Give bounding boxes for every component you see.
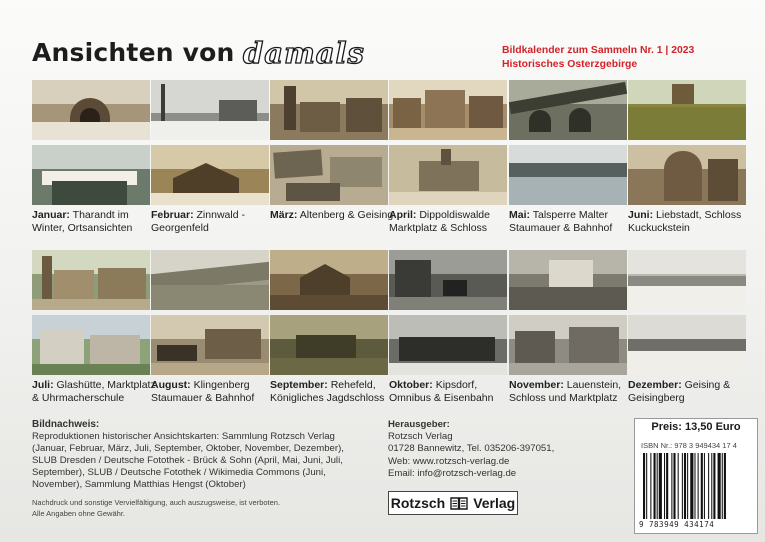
caption-text: Kipsdorf, Omnibus & Eisenbahn — [389, 379, 494, 404]
price-label: Preis: 13,50 Euro — [651, 421, 741, 433]
caption-text: Talsperre Malter Staumauer & Bahnhof — [509, 209, 613, 234]
publisher-heading: Herausgeber: — [388, 419, 450, 430]
publisher-address: 01728 Bannewitz, Tel. 035206-397051, — [388, 443, 555, 455]
postcard-photo — [270, 315, 388, 375]
barcode-bar — [724, 453, 726, 519]
barcode-bar — [664, 453, 665, 519]
postcard-photo — [509, 315, 627, 375]
publisher-name: Rotzsch Verlag — [388, 431, 453, 443]
caption-text: Liebstadt, Schloss Kuckuckstein — [628, 209, 742, 234]
copyright-note: Nachdruck und sonstige Vervielfältigung, auch auszugsweise, ist verboten. — [32, 498, 281, 507]
barcode-number: 9 783949 434174 — [639, 520, 715, 529]
logo-text-left: Rotzsch — [390, 495, 446, 511]
postcard-photo — [628, 250, 746, 310]
barcode-bar — [713, 453, 715, 519]
postcard-photo — [389, 145, 507, 205]
barcode-bar — [650, 453, 651, 519]
postcard-photo — [270, 80, 388, 140]
caption — [509, 379, 634, 405]
caption-text: Rehefeld, Königliches Jagdschloss — [270, 379, 385, 404]
publisher-block — [388, 419, 618, 480]
barcode-bar — [666, 453, 668, 519]
publisher-web: Web: www.rotzsch-verlag.de — [388, 455, 510, 467]
caption — [509, 209, 634, 235]
postcard-photo — [151, 80, 269, 140]
postcard-photo — [389, 250, 507, 310]
caption — [628, 379, 753, 405]
postcard-photo — [628, 145, 746, 205]
barcode-bar — [687, 453, 688, 519]
postcard-photo — [509, 80, 627, 140]
title-script-word: damals — [243, 36, 365, 70]
isbn-label: ISBN Nr.: 978 3 949434 17 4 — [641, 441, 737, 450]
subtitle — [502, 44, 757, 72]
caption — [151, 379, 276, 405]
month-label: Februar: — [151, 209, 194, 221]
postcard-photo — [389, 80, 507, 140]
caption — [628, 209, 753, 235]
caption — [270, 209, 395, 222]
month-label: November: — [509, 379, 564, 391]
caption-text: Zinnwald - Georgenfeld — [151, 209, 245, 234]
disclaimer-note: Alle Angaben ohne Gewähr. — [32, 509, 125, 518]
barcode-bar — [711, 453, 712, 519]
month-label: Mai: — [509, 209, 530, 221]
title-text: Ansichten von — [32, 38, 235, 67]
barcode-bar — [718, 453, 721, 519]
postcard-photo — [32, 315, 150, 375]
postcard-photo — [32, 80, 150, 140]
caption-text: Altenberg & Geising — [299, 209, 394, 221]
barcode-bar — [684, 453, 686, 519]
barcode-bar — [671, 453, 672, 519]
caption — [389, 209, 514, 235]
month-label: Oktober: — [389, 379, 433, 391]
barcode-bar — [708, 453, 709, 519]
month-label: Januar: — [32, 209, 70, 221]
barcode-bar — [694, 453, 695, 519]
barcode-bar — [701, 453, 703, 519]
credits-body: Reproduktionen historischer Ansichtskarten: Sammlung Rotzsch Verlag (Januar, Februar, März, Juli, September, Oktober, November, Dezember), SLUB Dresden / Deutsche Fotothek - Brück & Sohn (April, Mai, Juni, Juli, September), SLUB / Deutsche Fotothek / Wikimedia Commons (Juni, November), Sammlung Matthias Hengst (Oktober) — [32, 431, 344, 490]
barcode-bar — [643, 453, 645, 519]
credits-block — [32, 419, 357, 519]
month-label: Dezember: — [628, 379, 682, 391]
barcode-bar — [698, 453, 699, 519]
caption-text: Geising & Geisingberg — [628, 379, 731, 404]
postcard-photo — [32, 145, 150, 205]
caption — [32, 379, 157, 405]
barcode-bar — [646, 453, 647, 519]
caption — [32, 209, 157, 235]
caption-text: Glashütte, Marktplatz & Uhrmacherschule — [32, 379, 156, 404]
postcard-photo — [628, 315, 746, 375]
postcard-photo — [509, 250, 627, 310]
barcode-bar — [682, 453, 683, 519]
caption-text: Klingenberg Staumauer & Bahnhof — [151, 379, 255, 404]
barcode-bar — [654, 453, 656, 519]
postcard-photo — [270, 145, 388, 205]
postcard-photo — [32, 250, 150, 310]
month-label: Juli: — [32, 379, 54, 391]
caption-text: Lauenstein, Schloss und Marktplatz — [509, 379, 622, 404]
postcard-photo — [389, 315, 507, 375]
barcode — [641, 453, 751, 519]
credits-heading: Bildnachweis: — [32, 419, 100, 430]
publisher-logo — [388, 491, 518, 515]
postcard-photo — [509, 145, 627, 205]
caption-text: Tharandt im Winter, Ortsansichten — [32, 209, 133, 234]
month-label: Juni: — [628, 209, 654, 221]
barcode-bar — [690, 453, 693, 519]
month-label: März: — [270, 209, 298, 221]
logo-text-right: Verlag — [473, 495, 516, 511]
postcard-photo — [151, 145, 269, 205]
postcard-photo — [151, 250, 269, 310]
month-label: August: — [151, 379, 191, 391]
price-isbn-box — [634, 418, 758, 534]
caption — [270, 379, 395, 405]
barcode-bar — [673, 453, 675, 519]
postcard-photo — [628, 80, 746, 140]
barcode-bar — [722, 453, 723, 519]
barcode-bar — [678, 453, 679, 519]
month-label: April: — [389, 209, 417, 221]
postcard-photo — [270, 250, 388, 310]
postcard-photo — [151, 315, 269, 375]
subtitle-line-1: Bildkalender zum Sammeln Nr. 1 | 2023 — [502, 45, 695, 56]
barcode-bar — [657, 453, 658, 519]
book-icon — [450, 496, 468, 510]
barcode-bar — [704, 453, 705, 519]
caption-text: Dippoldiswalde Marktplatz & Schloss — [389, 209, 490, 234]
barcode-bar — [659, 453, 662, 519]
publisher-email: Email: info@rotzsch-verlag.de — [388, 467, 517, 479]
month-label: September: — [270, 379, 328, 391]
caption — [389, 379, 514, 405]
subtitle-line-2: Historisches Osterzgebirge — [502, 59, 638, 70]
caption — [151, 209, 276, 235]
